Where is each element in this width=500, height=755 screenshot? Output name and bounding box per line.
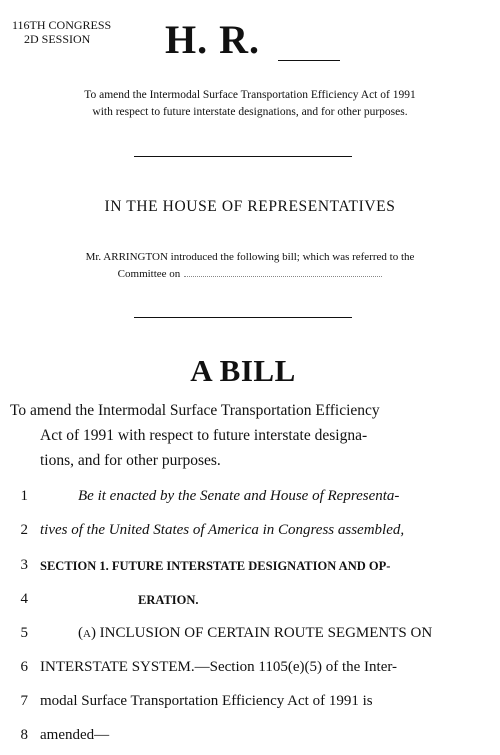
- subsection-heading: (a) INCLUSION OF CERTAIN ROUTE SEGMENTS ON: [78, 625, 433, 641]
- committee-blank: [184, 276, 382, 277]
- introduction-line: Mr. ARRINGTON introduced the following bill; which was referred to the: [85, 251, 415, 263]
- short-title-line: with respect to future interstate designations, and for other purposes.: [92, 106, 408, 118]
- line-number: 7: [20, 693, 28, 709]
- bill-heading: A BILL: [190, 353, 296, 388]
- line-number: 3: [20, 557, 28, 573]
- line-number: 8: [20, 727, 28, 743]
- bill-text-line: amended—: [40, 727, 110, 743]
- bill-number-blank: [278, 60, 340, 61]
- divider-rule: [134, 317, 352, 318]
- long-title-line: To amend the Intermodal Surface Transportation Efficiency: [10, 402, 380, 419]
- committee-label: Committee on: [117, 268, 181, 280]
- line-number: 1: [20, 488, 28, 504]
- session-number: 2D SESSION: [24, 32, 91, 46]
- bill-text-line: INTERSTATE SYSTEM.—Section 1105(e)(5) of the Inter-: [40, 659, 398, 675]
- line-number: 6: [20, 659, 28, 675]
- line-number: 2: [20, 522, 28, 538]
- section-heading: SECTION 1. FUTURE INTERSTATE DESIGNATION AND OP-: [40, 559, 391, 573]
- enacting-clause: Be it enacted by the Senate and House of Representa-: [78, 488, 400, 504]
- congress-number: 116TH CONGRESS: [12, 18, 112, 32]
- short-title: [0, 87, 500, 121]
- section-heading: ERATION.: [138, 593, 199, 607]
- line-number: 4: [20, 591, 28, 607]
- divider-rule: [134, 156, 352, 157]
- chamber-heading: IN THE HOUSE OF REPRESENTATIVES: [104, 198, 396, 215]
- long-title-line: Act of 1991 with respect to future interstate designa-: [40, 427, 368, 444]
- long-title-line: tions, and for other purposes.: [40, 452, 221, 469]
- line-number: 5: [20, 625, 28, 641]
- congress-session: [12, 18, 111, 46]
- enacting-clause: tives of the United States of America in Congress assembled,: [40, 522, 405, 538]
- introduction-committee: [0, 266, 500, 283]
- introduction: [0, 249, 500, 283]
- bill-number: H. R.: [165, 17, 260, 62]
- long-title: [10, 398, 476, 473]
- short-title-line: To amend the Intermodal Surface Transportation Efficiency Act of 1991: [84, 89, 416, 101]
- bill-text-line: modal Surface Transportation Efficiency Act of 1991 is: [40, 693, 373, 709]
